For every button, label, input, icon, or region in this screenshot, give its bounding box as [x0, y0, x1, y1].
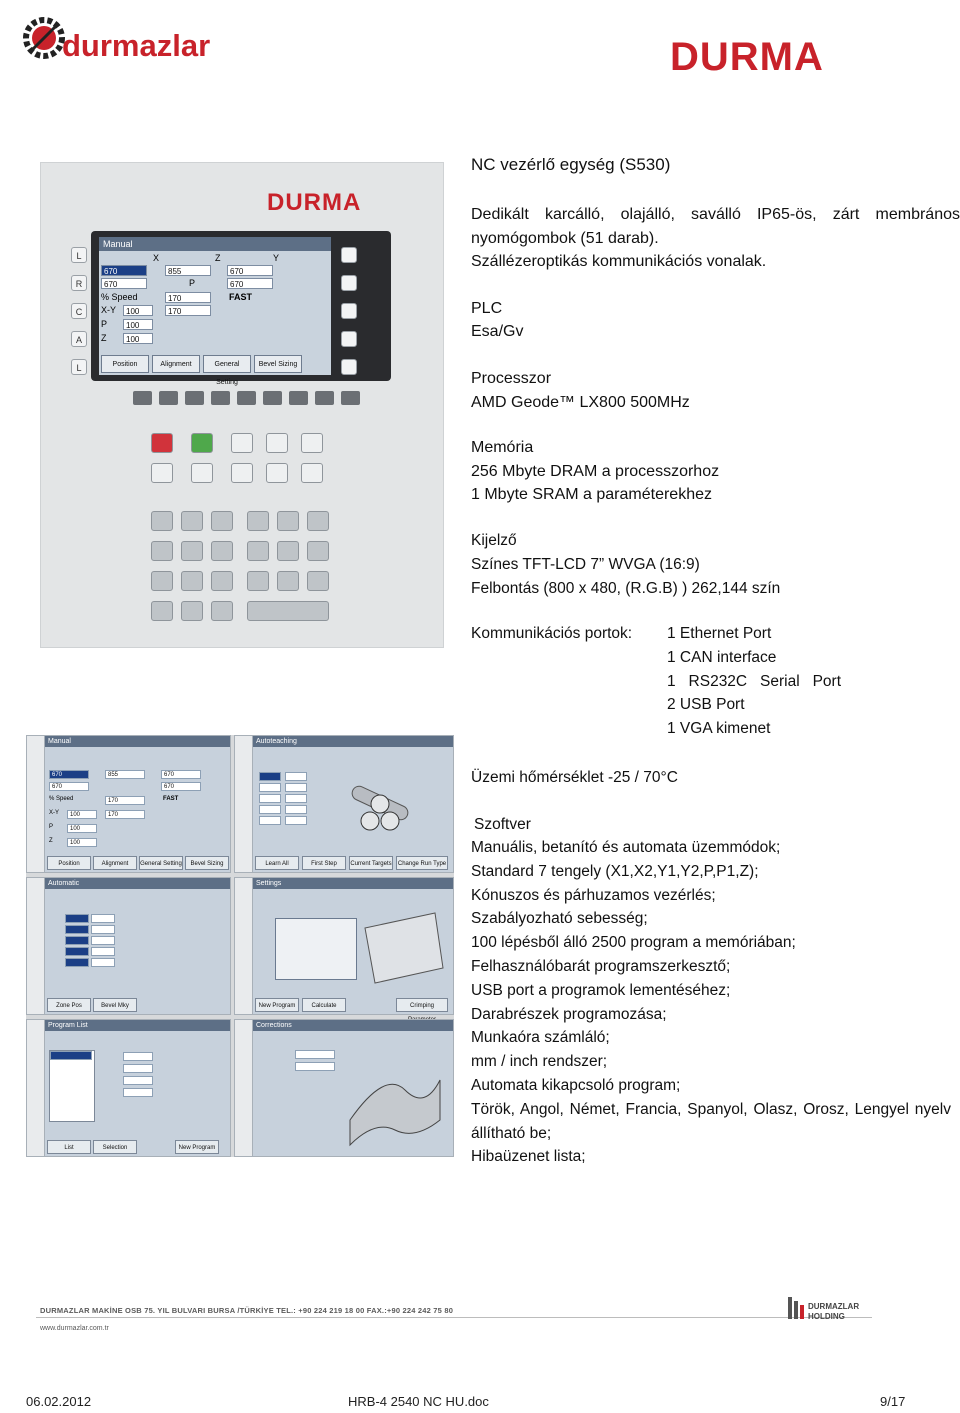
- panel-key: [266, 433, 288, 453]
- lcd-label: X-Y: [101, 305, 117, 315]
- screenshot-collage: [26, 735, 454, 1157]
- keypad-key: [307, 571, 329, 591]
- side-key: [341, 331, 357, 347]
- lcd-label: P: [101, 319, 108, 329]
- lcd-cell: 100: [123, 333, 153, 344]
- screenshot-cell: 100: [67, 810, 97, 819]
- screenshot-softkey: New Program: [175, 1140, 219, 1154]
- side-key: R: [71, 275, 87, 291]
- bent-sheet-illustration: [345, 1060, 445, 1150]
- screenshot-softkey: List: [47, 1140, 91, 1154]
- keypad-key: [181, 511, 203, 531]
- lcd-label: Z: [101, 333, 107, 343]
- keypad-key: [151, 541, 173, 561]
- side-key: [341, 359, 357, 375]
- enter-key: [247, 601, 329, 621]
- intro-line: Szállézeroptikás kommunikációs vonalak.: [471, 253, 767, 270]
- side-key: C: [71, 303, 87, 319]
- function-key: [211, 391, 230, 405]
- screenshot-manual: [26, 735, 231, 873]
- spec-label: Kijelző: [471, 532, 517, 549]
- keypad-key: [307, 541, 329, 561]
- lcd-softkey: Position: [101, 355, 149, 373]
- footer-divider: [36, 1317, 872, 1318]
- screenshot-cell: 100: [67, 838, 97, 847]
- software-label: Szoftver: [474, 816, 531, 833]
- lcd-cell: 670: [227, 278, 273, 289]
- screenshot-softkey: Zone Pos: [47, 998, 91, 1012]
- screenshot-softkey: Crimping: [396, 998, 448, 1012]
- section-title: NC vezérlő egység (S530): [471, 155, 671, 174]
- spec-label: Processzor: [471, 370, 552, 387]
- lcd-softkey: Alignment: [152, 355, 200, 373]
- spec-value: 1 Mbyte SRAM a paraméterekhez: [471, 486, 712, 503]
- screenshot-cell: 100: [67, 824, 97, 833]
- panel-key: [301, 463, 323, 483]
- panel-key: [151, 463, 173, 483]
- spec-label: Memória: [471, 439, 534, 456]
- spec-value: 256 Mbyte DRAM a processzorhoz: [471, 463, 720, 480]
- screenshot-label: X-Y: [49, 810, 60, 816]
- feature-item: USB port a programok lementéséhez;: [471, 981, 731, 999]
- screenshot-title: Manual: [45, 736, 230, 747]
- lcd-headers: X Z Y: [153, 253, 280, 263]
- footer-website: www.durmazlar.com.tr: [40, 1325, 109, 1332]
- keypad-key: [307, 511, 329, 531]
- keypad-key: [247, 511, 269, 531]
- side-key: L: [71, 359, 87, 375]
- sheet-illustration: [355, 908, 447, 988]
- software-features: [471, 836, 951, 1169]
- feature-item: Standard 7 tengely (X1,X2,Y1,Y2,P,P1,Z);: [471, 862, 759, 880]
- function-key: [289, 391, 308, 405]
- lcd-label: % Speed: [101, 292, 138, 302]
- side-key: [341, 247, 357, 263]
- side-key: [341, 303, 357, 319]
- panel-key: [231, 433, 253, 453]
- screenshot-label: Z: [49, 838, 53, 844]
- side-key: L: [71, 247, 87, 263]
- screenshot-cell: 670: [49, 782, 89, 791]
- screenshot-softkey: Current Targets: [349, 856, 393, 870]
- screenshot-softkey: First Step: [302, 856, 346, 870]
- screenshot-softkey: Calculate: [302, 998, 346, 1012]
- footer-page: 9/17: [880, 1394, 906, 1409]
- keypad-key: [151, 571, 173, 591]
- keypad-key: [211, 601, 233, 621]
- panel-key: [266, 463, 288, 483]
- feature-item: Manuális, betanító és automata üzemmódok;: [471, 839, 781, 856]
- footer-doc-name: HRB-4 2540 NC HU.doc: [348, 1394, 489, 1409]
- screenshot-softkey: Bevel Mky: [93, 998, 137, 1012]
- spec-value: Esa/Gv: [471, 323, 524, 340]
- keypad-key: [181, 571, 203, 591]
- keypad-key: [277, 571, 299, 591]
- screenshot-title: Program List: [45, 1020, 230, 1031]
- keypad-key: [181, 601, 203, 621]
- screenshot-softkey: Position: [47, 856, 91, 870]
- screenshot-label: FAST: [163, 796, 179, 802]
- spec-label: PLC: [471, 300, 503, 317]
- screenshot-title: Settings: [253, 878, 453, 889]
- lcd-cell: 670: [227, 265, 273, 276]
- keypad-key: [151, 511, 173, 531]
- keypad-key: [247, 571, 269, 591]
- ports-label: Kommunikációs portok:: [471, 625, 633, 642]
- keypad-key: [211, 511, 233, 531]
- keypad-key: [151, 601, 173, 621]
- durmazlar-gear-icon: [22, 12, 232, 70]
- screenshot-autoteaching: [234, 735, 454, 873]
- lcd-title: Manual: [99, 237, 331, 251]
- lcd-cell: 855: [165, 265, 211, 276]
- lcd-cell: 170: [165, 305, 211, 316]
- lcd-cell: 670: [101, 265, 147, 276]
- rollers-illustration: [345, 776, 435, 836]
- feature-item: mm / inch rendszer;: [471, 1053, 608, 1071]
- screenshot-cell: 670: [161, 770, 201, 779]
- spec-value: Színes TFT-LCD 7” WVGA (16:9): [471, 556, 700, 573]
- lcd-screen: [99, 237, 331, 386]
- function-key: [237, 391, 256, 405]
- lcd-softkey: General Setting: [203, 355, 251, 373]
- lcd-softkey: Bevel Sizing: [254, 355, 302, 373]
- port-item: 1 RS232C Serial Port: [667, 672, 842, 690]
- keypad-key: [211, 541, 233, 561]
- screenshot-program-list: [26, 1019, 231, 1157]
- lcd-label: FAST: [229, 292, 253, 302]
- keypad-key: [211, 571, 233, 591]
- screenshot-automatic: [26, 877, 231, 1015]
- feature-item: 100 lépésből álló 2500 program a memóriában;: [471, 934, 796, 952]
- keypad-key: [247, 541, 269, 561]
- keypad-key: [277, 541, 299, 561]
- port-item: 1 CAN interface: [667, 648, 777, 666]
- keypad-key: [181, 541, 203, 561]
- port-item: 1 VGA kimenet: [667, 720, 771, 738]
- spec-value: Felbontás (800 x 480, (R.G.B) ) 262,144 szín: [471, 580, 781, 597]
- screenshot-cell: 170: [105, 796, 145, 805]
- screenshot-softkey: Selection: [93, 1140, 137, 1154]
- durma-logo: [668, 34, 864, 78]
- footer-address: DURMAZLAR MAKİNE OSB 75. YIL BULVARI BURSA /TÜRKİYE TEL.: +90 224 219 18 00 FAX.:+90 224 242 75 80: [40, 1306, 454, 1315]
- svg-text:HOLDING: HOLDING: [808, 1312, 845, 1321]
- feature-item: Kónuszos és párhuzamos vezérlés;: [471, 886, 716, 904]
- stop-key: [151, 433, 173, 453]
- settings-dialog: [275, 918, 357, 980]
- function-key: [341, 391, 360, 405]
- start-key: [191, 433, 213, 453]
- lcd-label: P: [189, 278, 196, 288]
- side-key: A: [71, 331, 87, 347]
- screenshot-title: Corrections: [253, 1020, 453, 1031]
- function-key: [159, 391, 178, 405]
- holding-logo-text: DURMAZLAR: [808, 1302, 860, 1311]
- function-key: [133, 391, 152, 405]
- lcd-cell: 100: [123, 305, 153, 316]
- feature-item: Automata kikapcsoló program;: [471, 1076, 681, 1094]
- panel-brand: DURMA: [267, 189, 362, 216]
- ports-list: [667, 622, 841, 741]
- intro-line: Dedikált karcálló, olajálló, saválló IP65-ös, zárt membrános nyomógombok (51 darab).: [471, 206, 960, 247]
- durma-logo-text: DURMA: [670, 35, 824, 79]
- feature-item: Hibaüzenet lista;: [471, 1148, 586, 1166]
- screenshot-title: Automatic: [45, 878, 230, 889]
- function-key: [315, 391, 334, 405]
- screenshot-softkey: New Program: [255, 998, 299, 1012]
- screenshot-softkey: Bevel Sizing: [185, 856, 229, 870]
- screenshot-label: % Speed: [49, 796, 74, 802]
- durmazlar-logo: [22, 12, 232, 70]
- screenshot-softkey: Alignment: [93, 856, 137, 870]
- screenshot-softkey: Change Run Type: [396, 856, 448, 870]
- panel-key: [231, 463, 253, 483]
- footer-date: 06.02.2012: [26, 1394, 92, 1409]
- feature-item: Szabályozható sebesség;: [471, 910, 648, 928]
- keypad-key: [277, 511, 299, 531]
- lcd-cell: 100: [123, 319, 153, 330]
- screenshot-settings: [234, 877, 454, 1015]
- screenshot-softkey: Learn All: [255, 856, 299, 870]
- port-item: 2 USB Port: [667, 696, 745, 714]
- panel-key: [191, 463, 213, 483]
- feature-item: Török, Angol, Német, Francia, Spanyol, Olasz, Orosz, Lengyel nyelv állítható be;: [471, 1100, 951, 1142]
- holding-logo: [788, 1295, 878, 1325]
- panel-key: [301, 433, 323, 453]
- screenshot-cell: 670: [49, 770, 89, 779]
- side-key: [341, 275, 357, 291]
- screenshot-cell: 855: [105, 770, 145, 779]
- screenshot-label: P: [49, 824, 54, 830]
- feature-item: Felhasználóbarát programszerkesztő;: [471, 957, 731, 975]
- screenshot-cell: 670: [161, 782, 201, 791]
- temperature: Üzemi hőmérséklet -25 / 70°C: [471, 769, 678, 786]
- lcd-cell: 170: [165, 292, 211, 303]
- screenshot-title: Autoteaching: [253, 736, 453, 747]
- lcd-cell: 670: [101, 278, 147, 289]
- controller-photo: [40, 162, 444, 648]
- durmazlar-logo-text: durmazlar: [62, 28, 211, 63]
- spec-value: AMD Geode™ LX800 500MHz: [471, 394, 690, 411]
- screenshot-corrections: [234, 1019, 454, 1157]
- function-key: [263, 391, 282, 405]
- function-key: [185, 391, 204, 405]
- port-item: 1 Ethernet Port: [667, 625, 772, 642]
- screenshot-softkey: General Setting: [139, 856, 183, 870]
- feature-item: Munkaóra számláló;: [471, 1029, 610, 1047]
- screenshot-cell: 170: [105, 810, 145, 819]
- feature-item: Darabrészek programozása;: [471, 1005, 667, 1023]
